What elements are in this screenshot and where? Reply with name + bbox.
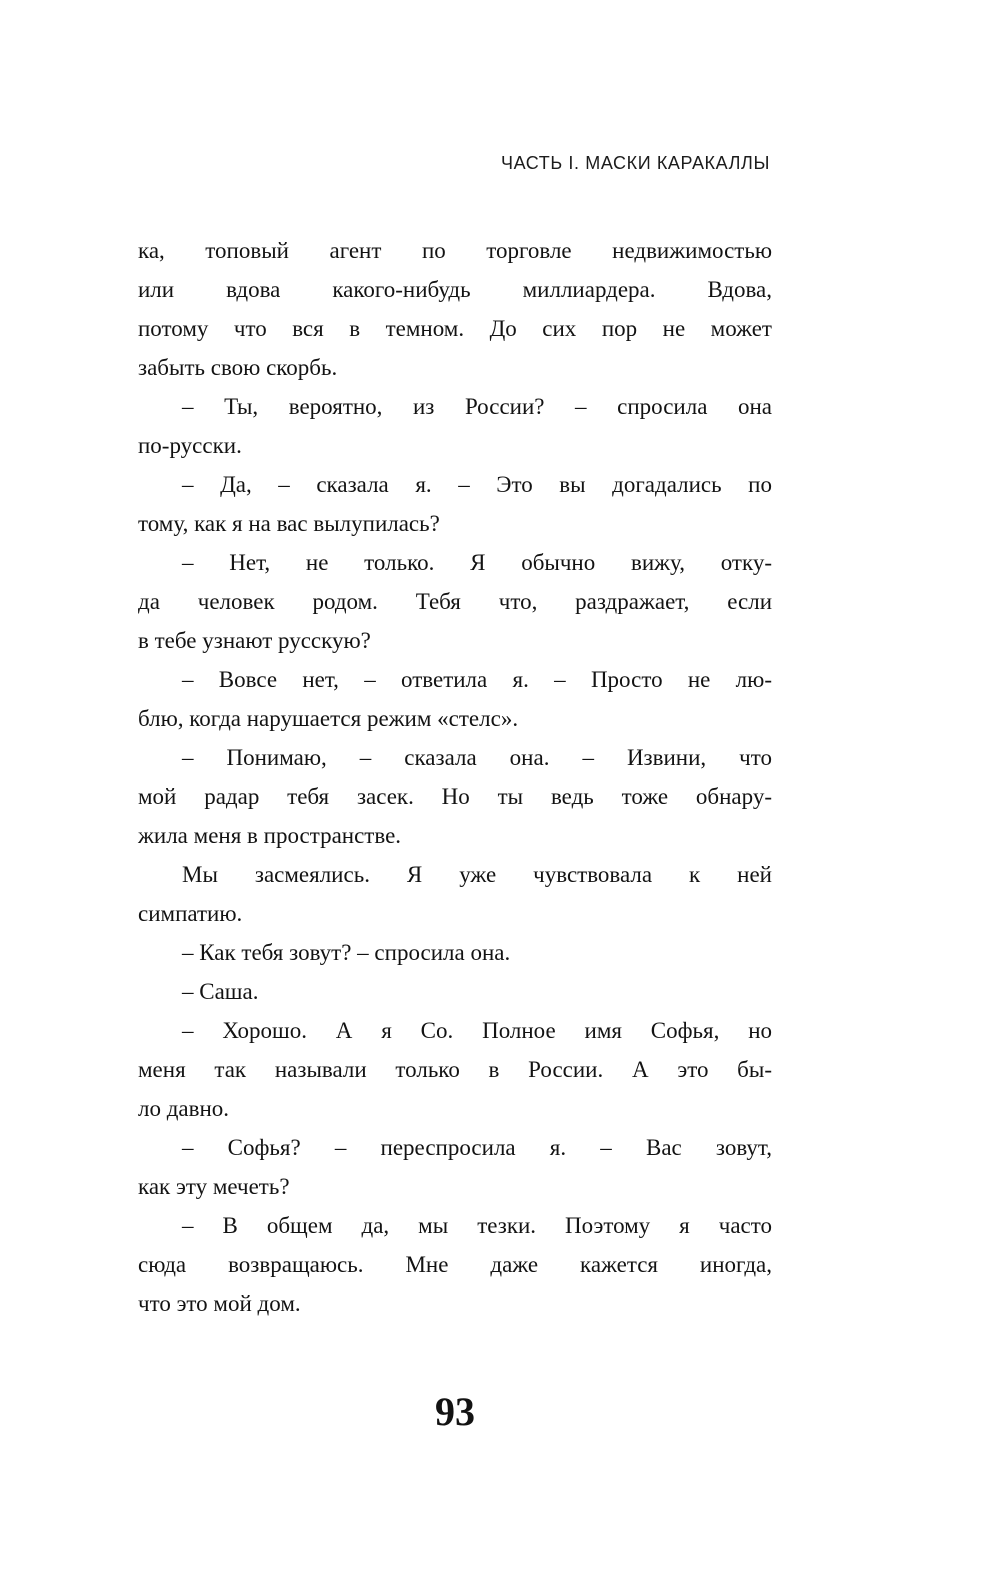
- text-line: – Да, – сказала я. – Это вы догадались по: [182, 472, 772, 497]
- text-line: – Софья? – переспросила я. – Вас зовут,: [182, 1135, 772, 1160]
- page-number: 93: [435, 1389, 475, 1434]
- text-line: сюда возвращаюсь. Мне даже кажется иногда,: [138, 1252, 772, 1277]
- text-line: да человек родом. Тебя что, раздражает, если: [138, 589, 772, 614]
- text-line: ло давно.: [138, 1096, 230, 1121]
- text-line: или вдова какого-нибудь миллиардера. Вдова,: [138, 277, 772, 302]
- running-header: ЧАСТЬ I. МАСКИ КАРАКАЛЛЫ: [501, 153, 770, 173]
- text-line: – Хорошо. А я Со. Полное имя Софья, но: [182, 1018, 772, 1043]
- text-line: по-русски.: [138, 433, 242, 458]
- text-line: ка, топовый агент по торговле недвижимостью: [138, 238, 772, 263]
- text-line: – Ты, вероятно, из России? – спросила она: [182, 394, 772, 419]
- text-line: Мы засмеялись. Я уже чувствовала к ней: [182, 862, 772, 887]
- text-line: блю, когда нарушается режим «стелс».: [138, 706, 519, 731]
- page-body: [138, 231, 772, 1323]
- text-line: что это мой дом.: [138, 1291, 301, 1316]
- text-line: жила меня в пространстве.: [138, 823, 402, 848]
- text-line: потому что вся в темном. До сих пор не может: [138, 316, 772, 341]
- text-line: – Саша.: [182, 979, 259, 1004]
- text-line: мой радар тебя засек. Но ты ведь тоже обнару-: [138, 784, 772, 809]
- text-line: – Вовсе нет, – ответила я. – Просто не лю-: [182, 667, 772, 692]
- text-line: тому, как я на вас вылупилась?: [138, 511, 440, 536]
- text-line: забыть свою скорбь.: [138, 355, 338, 380]
- text-line: – Как тебя зовут? – спросила она.: [182, 940, 511, 965]
- text-line: как эту мечеть?: [138, 1174, 290, 1199]
- text-line: – В общем да, мы тезки. Поэтому я часто: [182, 1213, 772, 1238]
- text-line: – Нет, не только. Я обычно вижу, отку-: [182, 550, 772, 575]
- text-line: симпатию.: [138, 901, 243, 926]
- text-line: меня так называли только в России. А это бы-: [138, 1057, 772, 1082]
- text-line: – Понимаю, – сказала она. – Извини, что: [182, 745, 772, 770]
- text-line: в тебе узнают русскую?: [138, 628, 371, 653]
